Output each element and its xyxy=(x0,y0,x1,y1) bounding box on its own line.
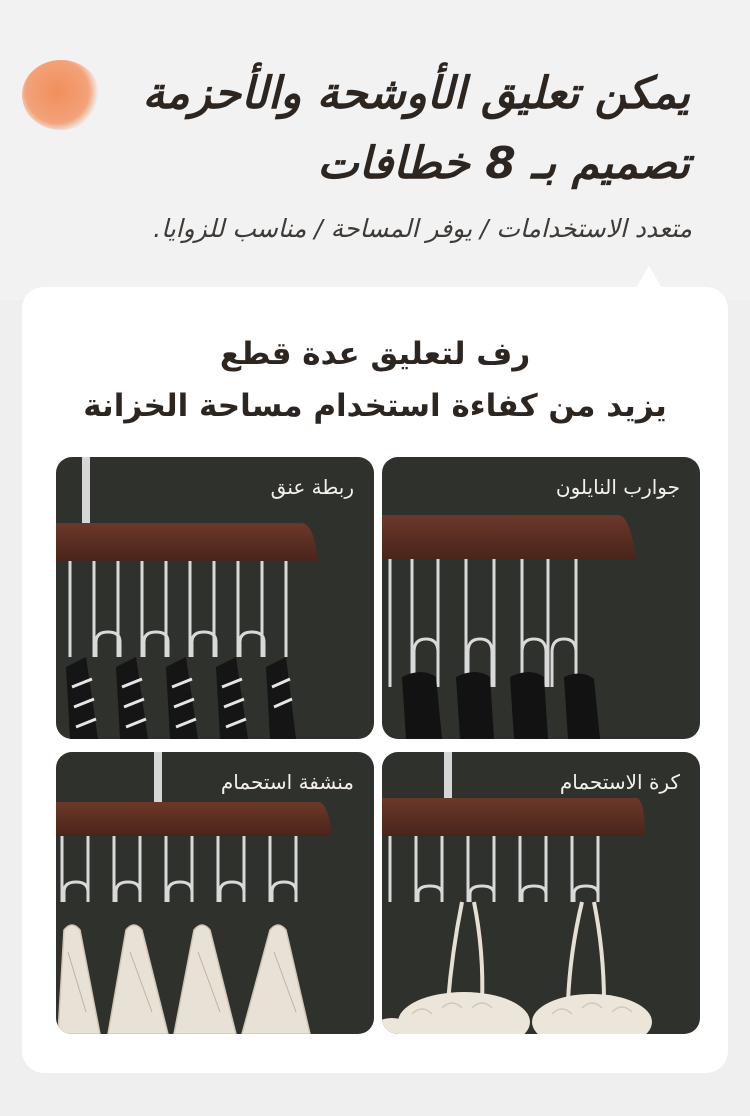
subheadline: متعدد الاستخدامات / يوفر المساحة / مناسب للزوايا. xyxy=(153,214,692,243)
panel-label-stockings: جوارب النايلون xyxy=(555,475,680,499)
accent-circle xyxy=(22,60,100,130)
panel-bath-ball xyxy=(382,752,700,1034)
panel-label-towel: منشفة استحمام xyxy=(220,770,354,794)
panel-tie xyxy=(56,457,374,739)
tie-hanger-photo xyxy=(56,457,374,739)
headline-line-1: يمكن تعليق الأوشحة والأحزمة xyxy=(142,68,690,119)
towel-hanger-photo xyxy=(56,752,374,1034)
card-title-line-1: رف لتعليق عدة قطع xyxy=(219,336,531,372)
stockings-hanger-photo xyxy=(382,457,700,739)
panel-towel xyxy=(56,752,374,1034)
card-title-line-2: يزيد من كفاءة استخدام مساحة الخزانة xyxy=(83,388,667,424)
bath-ball-hanger-photo xyxy=(382,752,700,1034)
panel-stockings xyxy=(382,457,700,739)
headline-line-2: تصميم بـ 8 خطافات xyxy=(317,138,690,189)
panel-label-tie: ربطة عنق xyxy=(270,475,354,499)
card-notch xyxy=(636,266,662,288)
panel-label-bath-ball: كرة الاستحمام xyxy=(559,770,680,794)
